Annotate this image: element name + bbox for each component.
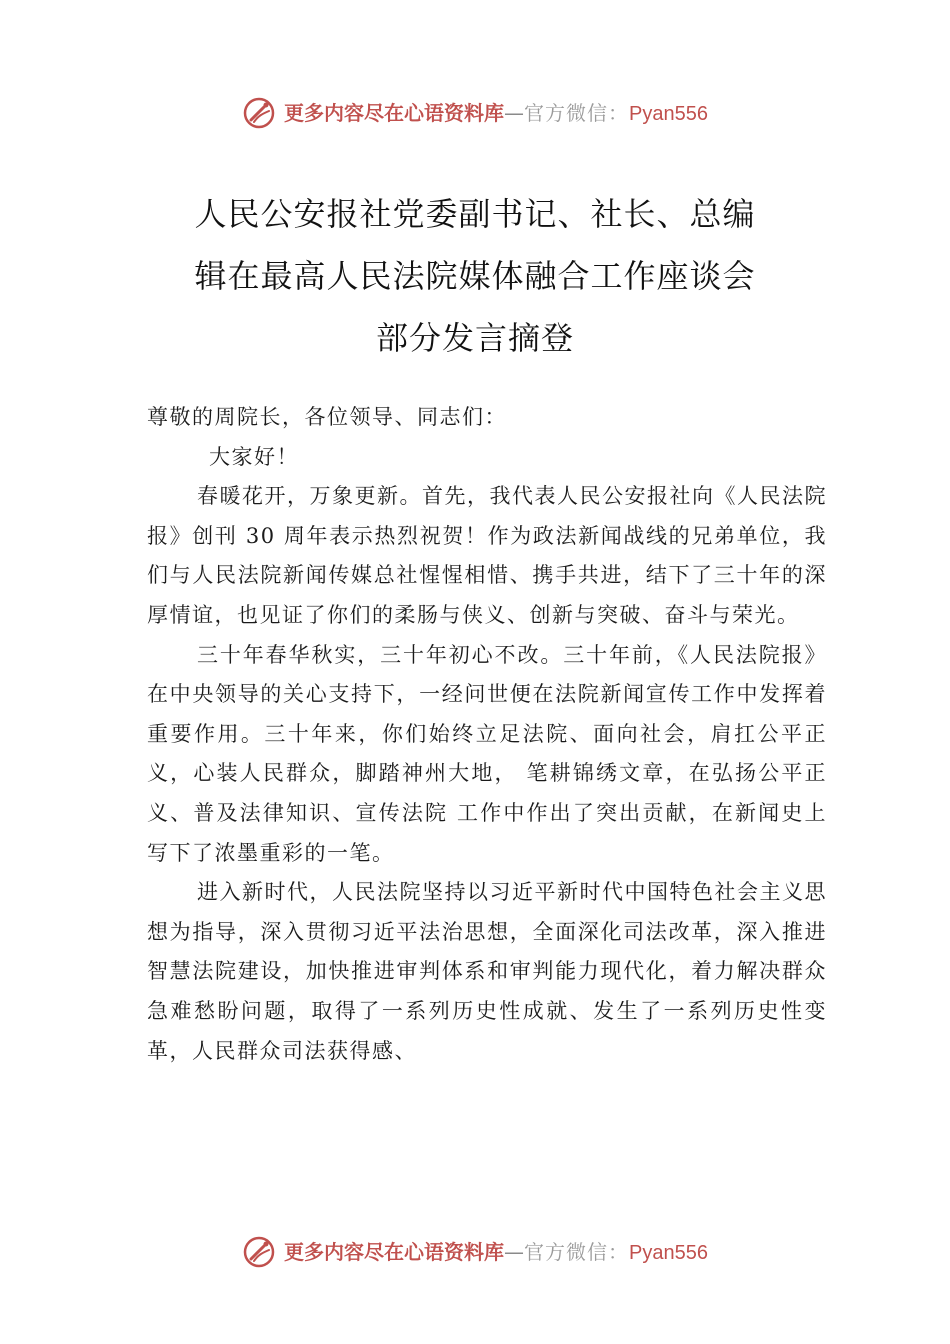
document-body (147, 398, 827, 1071)
title-line: 人民公安报社党委副书记、社长、总编 (194, 195, 756, 233)
body-paragraph: 进入新时代，人民法院坚持以习近平新时代中国特色社会主义思想为指导，深入贯彻习近平法治思想，全面深化司法改革，深入推进智慧法院建设，加快推进审判体系和审判能力现代化，着力解决群众急难愁盼问题，取得了一系列历史性成就、发生了一系列历史性变革，人民群众司法获得感、 (147, 880, 827, 1063)
footer-watermark (0, 1232, 950, 1272)
greeting: 大家好！ (209, 444, 299, 469)
watermark-dash: — (504, 1239, 525, 1264)
watermark-brand: 更多内容尽在心语资料库 (284, 100, 505, 125)
watermark-label: 官方微信： (524, 100, 630, 125)
watermark-text (284, 1239, 708, 1264)
watermark-text (284, 100, 708, 125)
body-paragraph: 春暖花开，万象更新。首先，我代表人民公安报社向《人民法院报》创刊 30 周年表示热烈祝贺！作为政法新闻战线的兄弟单位，我们与人民法院新闻传媒总社惺惺相惜、携手共进，结下了三十年的深厚情谊，也见证了你们的柔肠与侠义、创新与突破、奋斗与荣光。 (147, 484, 827, 627)
watermark-account: Pyan556 (629, 1241, 708, 1264)
watermark-label: 官方微信： (524, 1239, 630, 1264)
watermark-brand: 更多内容尽在心语资料库 (284, 1239, 505, 1264)
header-watermark (0, 93, 950, 133)
brand-logo-icon (242, 96, 276, 130)
watermark-account: Pyan556 (629, 102, 708, 125)
watermark-dash: — (504, 100, 525, 125)
document-title (100, 183, 850, 369)
brand-logo-icon (242, 1235, 276, 1269)
body-paragraph: 三十年春华秋实，三十年初心不改。三十年前，《人民法院报》在中央领导的关心支持下，一经问世便在法院新闻宣传工作中发挥着重要作用。三十年来，你们始终立足法院、面向社会，肩扛公平正义，心装人民群众，脚踏神州大地， 笔耕锦绣文章，在弘扬公平正义、普及法律知识、宣传法院 工作中作出了突出贡献，在新闻史上写下了浓墨重彩的一笔。 (147, 642, 827, 865)
salutation: 尊敬的周院长，各位领导、同志们： (147, 405, 507, 429)
title-line: 部分发言摘登 (375, 319, 574, 357)
title-line: 辑在最高人民法院媒体融合工作座谈会 (194, 257, 756, 295)
